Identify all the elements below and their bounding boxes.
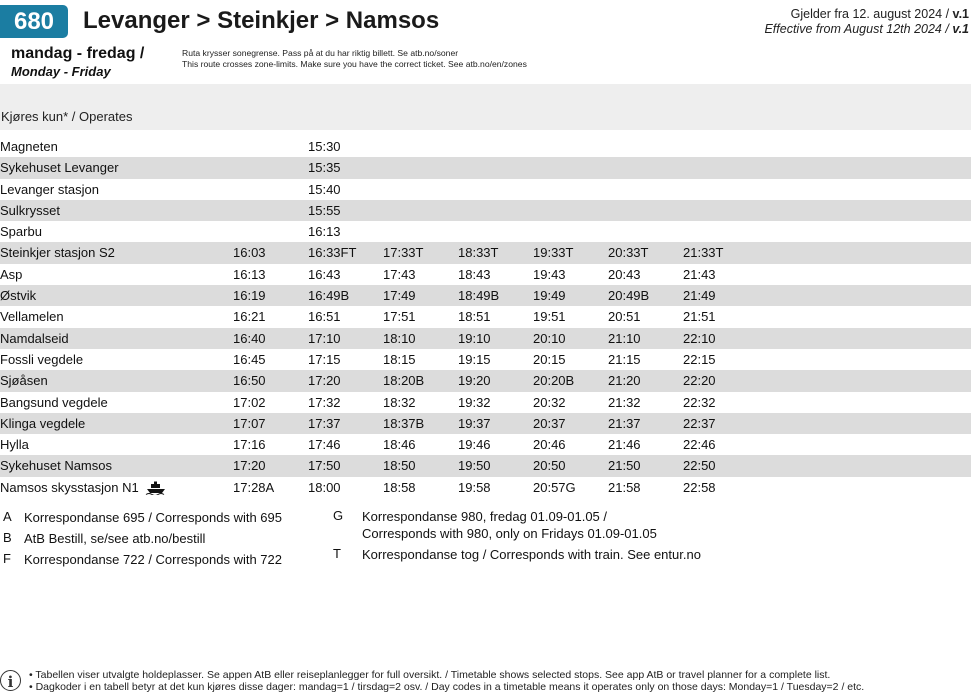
- departure-time: 22:15: [683, 351, 716, 367]
- stop-name-text: Namsos skysstasjon N1: [0, 479, 139, 495]
- operates-label: Kjøres kun* / Operates: [1, 109, 133, 124]
- validity-version: v.1: [952, 7, 969, 21]
- departure-time: 15:40: [308, 181, 341, 197]
- departure-time: 15:30: [308, 139, 341, 154]
- timetable-row: [0, 370, 971, 391]
- stop-name-text: Østvik: [0, 288, 37, 304]
- legend-text: Korrespondanse 722 / Corresponds with 722: [24, 552, 282, 567]
- header-band: [0, 84, 971, 130]
- stop-name: [0, 160, 119, 175]
- timetable-row: [0, 434, 971, 455]
- ferry-icon: [145, 481, 167, 495]
- legend-code: T: [333, 546, 341, 561]
- departure-time: 21:20: [608, 373, 641, 389]
- departure-time: 19:49: [533, 288, 566, 304]
- stop-name-text: Levanger stasjon: [0, 181, 100, 197]
- stop-name: [0, 395, 108, 410]
- departure-time: 17:46: [308, 437, 341, 453]
- departure-time: 22:46: [683, 437, 716, 453]
- departure-time: 20:50: [533, 458, 566, 474]
- departure-time: 21:32: [608, 394, 641, 410]
- departure-time: 17:33T: [383, 245, 424, 261]
- footer-line: • Tabellen viser utvalgte holdeplasser. Se appen AtB eller reiseplanlegger for full oversikt. / Timetable shows selected stops. See app AtB or travel planner for a complete list.: [29, 669, 831, 681]
- departure-time: 16:33FT: [308, 245, 357, 261]
- departure-time: 20:33T: [608, 245, 649, 261]
- departure-time: 16:51: [308, 309, 341, 325]
- stop-name: [0, 373, 48, 388]
- departure-time: 20:51: [608, 309, 641, 325]
- departure-time: 17:37: [308, 415, 341, 431]
- departure-time: 20:32: [533, 394, 566, 410]
- departure-time: 19:58: [458, 479, 491, 495]
- info-icon: i: [0, 670, 21, 691]
- departure-time: 21:50: [608, 458, 641, 474]
- departure-time: 19:50: [458, 458, 491, 474]
- route-number-badge: 680: [0, 5, 68, 38]
- departure-time: 16:13: [308, 224, 341, 240]
- departure-time: 17:15: [308, 351, 341, 367]
- legend-text: [362, 508, 657, 542]
- departure-time: 17:20: [308, 373, 341, 389]
- legend-text: Korrespondanse tog / Corresponds with train. See entur.no: [362, 547, 701, 562]
- departure-time: 18:33T: [458, 245, 499, 261]
- stop-name-text: Namdalseid: [0, 330, 69, 346]
- departure-time: 16:03: [233, 245, 266, 261]
- timetable-row: [0, 200, 971, 221]
- departure-time: 17:51: [383, 309, 416, 325]
- departure-time: 19:51: [533, 309, 566, 325]
- departure-time: 21:58: [608, 479, 641, 495]
- departure-time: 18:20B: [383, 373, 425, 389]
- departure-time: 19:32: [458, 394, 491, 410]
- validity-no: [764, 7, 969, 22]
- departure-time: 20:57G: [533, 479, 576, 495]
- stop-name-text: Vellamelen: [0, 309, 64, 325]
- departure-time: 16:13: [233, 266, 266, 282]
- departure-time: 17:10: [308, 330, 341, 346]
- stop-name-text: Sparbu: [0, 224, 42, 240]
- stop-name-text: Asp: [0, 266, 23, 282]
- legend-code: G: [333, 508, 344, 523]
- departure-time: 21:37: [608, 415, 641, 431]
- departure-time: 21:33T: [683, 245, 724, 261]
- departure-time: 16:50: [233, 373, 266, 389]
- departure-time: 21:49: [683, 288, 716, 304]
- departure-time: 21:10: [608, 330, 641, 346]
- stop-name: [0, 437, 29, 452]
- departure-time: 21:15: [608, 351, 641, 367]
- departure-time: 22:58: [683, 479, 716, 495]
- zone-note-no: Ruta krysser sonegrense. Pass på at du har riktig billett. Se atb.no/soner: [182, 48, 459, 58]
- stop-name: [0, 352, 83, 367]
- legend-code: F: [3, 551, 11, 566]
- validity-en: [764, 22, 969, 37]
- departure-time: 22:10: [683, 330, 716, 346]
- stop-name-text: Sykehuset Namsos: [0, 458, 112, 474]
- zone-note-en: This route crosses zone-limits. Make sure you have the correct ticket. See atb.no/en/zones: [182, 59, 527, 69]
- departure-time: 20:43: [608, 266, 641, 282]
- departure-time: 20:15: [533, 351, 566, 367]
- stop-name-text: Klinga vegdele: [0, 415, 86, 431]
- timetable-row: [0, 285, 971, 306]
- departure-time: 17:28A: [233, 479, 275, 495]
- timetable-row: [0, 392, 971, 413]
- timetable-row: [0, 242, 971, 263]
- departure-time: 17:20: [233, 458, 266, 474]
- departure-time: 20:20B: [533, 373, 575, 389]
- stop-name: [0, 309, 64, 324]
- departure-time: 18:00: [308, 479, 341, 495]
- departure-time: 19:20: [458, 373, 491, 389]
- days-norwegian: mandag - fredag /: [11, 45, 145, 62]
- departure-time: 17:07: [233, 415, 266, 431]
- stop-name: [0, 331, 69, 346]
- departure-time: 21:46: [608, 437, 641, 453]
- timetable-row: [0, 157, 971, 178]
- departure-time: 18:37B: [383, 415, 425, 431]
- departure-time: 22:20: [683, 373, 716, 389]
- timetable-row: [0, 221, 971, 242]
- departure-time: 19:46: [458, 437, 491, 453]
- departure-time: 16:40: [233, 330, 266, 346]
- legend-text-line: Korrespondanse 980, fredag 01.09-01.05 /: [362, 509, 608, 524]
- stop-name: [0, 203, 60, 218]
- footer-line: • Dagkoder i en tabell betyr at det kun kjøres disse dager: mandag=1 / tirsdag=2 osv. / Day codes in a timetable means it operates only on those days: Monday=1 / Tuesday=2 / etc.: [29, 681, 865, 693]
- stop-name-text: Steinkjer stasjon S2: [0, 245, 115, 261]
- departure-time: 18:50: [383, 458, 416, 474]
- departure-time: 19:33T: [533, 245, 574, 261]
- stop-name: [0, 182, 99, 197]
- zone-note: [182, 48, 527, 70]
- stop-name-text: Sjøåsen: [0, 373, 48, 389]
- stop-name-text: Magneten: [0, 139, 58, 154]
- departure-time: 16:49B: [308, 288, 350, 304]
- timetable-row: [0, 413, 971, 434]
- timetable-row: [0, 306, 971, 327]
- departure-time: 17:43: [383, 266, 416, 282]
- stop-name: [0, 139, 58, 154]
- stop-name-text: Sulkrysset: [0, 202, 60, 218]
- departure-time: 18:43: [458, 266, 491, 282]
- timetable-row: [0, 455, 971, 476]
- stop-name: [0, 267, 22, 282]
- timetable-row: [0, 349, 971, 370]
- validity-version-en: v.1: [952, 22, 969, 36]
- departure-time: 19:37: [458, 415, 491, 431]
- departure-time: 20:37: [533, 415, 566, 431]
- departure-time: 17:16: [233, 437, 266, 453]
- stop-name: [0, 416, 85, 431]
- legend-code: B: [3, 530, 12, 545]
- validity-en-label: Effective from August 12th 2024 /: [764, 22, 953, 36]
- timetable-row: [0, 477, 971, 498]
- stop-name: [0, 224, 42, 239]
- legend-text: AtB Bestill, se/see atb.no/bestill: [24, 531, 206, 546]
- departure-time: 17:32: [308, 394, 341, 410]
- stop-name: [0, 245, 115, 260]
- departure-time: 20:46: [533, 437, 566, 453]
- departure-time: 18:49B: [458, 288, 500, 304]
- departure-time: 18:10: [383, 330, 416, 346]
- departure-time: 19:15: [458, 351, 491, 367]
- departure-time: 18:58: [383, 479, 416, 495]
- validity-info: [764, 7, 969, 37]
- departure-time: 20:10: [533, 330, 566, 346]
- departure-time: 16:21: [233, 309, 266, 325]
- departure-time: 15:55: [308, 202, 341, 218]
- timetable-row: [0, 264, 971, 285]
- stop-name-text: Bangsund vegdele: [0, 394, 108, 410]
- departure-time: 17:50: [308, 458, 341, 474]
- departure-time: 17:49: [383, 288, 416, 304]
- stop-name-text: Sykehuset Levanger: [0, 160, 119, 176]
- departure-time: 19:10: [458, 330, 491, 346]
- validity-no-label: Gjelder fra 12. august 2024 /: [790, 7, 953, 21]
- timetable-row: [0, 328, 971, 349]
- route-title: Levanger > Steinkjer > Namsos: [83, 7, 440, 34]
- legend-text: Korrespondanse 695 / Corresponds with 695: [24, 510, 282, 525]
- stop-name: [0, 480, 167, 496]
- departure-time: 22:37: [683, 415, 716, 431]
- stop-name: [0, 288, 36, 303]
- legend-text-line: Corresponds with 980, only on Fridays 01.09-01.05: [362, 526, 657, 541]
- departure-time: 18:51: [458, 309, 491, 325]
- days-english: Monday - Friday: [11, 64, 111, 79]
- departure-time: 18:46: [383, 437, 416, 453]
- timetable-row: [0, 179, 971, 200]
- departure-time: 18:15: [383, 351, 416, 367]
- footer-notes: [29, 669, 864, 693]
- stop-name-text: Hylla: [0, 437, 29, 453]
- departure-time: 22:50: [683, 458, 716, 474]
- departure-time: 17:02: [233, 394, 266, 410]
- departure-time: 19:43: [533, 266, 566, 282]
- departure-time: 15:35: [308, 160, 341, 176]
- departure-time: 16:43: [308, 266, 341, 282]
- departure-time: 21:51: [683, 309, 716, 325]
- stop-name: [0, 458, 112, 473]
- departure-time: 18:32: [383, 394, 416, 410]
- stop-name-text: Fossli vegdele: [0, 351, 84, 367]
- departure-time: 21:43: [683, 266, 716, 282]
- departure-time: 16:45: [233, 351, 266, 367]
- departure-time: 22:32: [683, 394, 716, 410]
- timetable-row: [0, 136, 971, 157]
- timetable: [0, 136, 971, 498]
- departure-time: 16:19: [233, 288, 266, 304]
- departure-time: 20:49B: [608, 288, 650, 304]
- legend-code: A: [3, 509, 12, 524]
